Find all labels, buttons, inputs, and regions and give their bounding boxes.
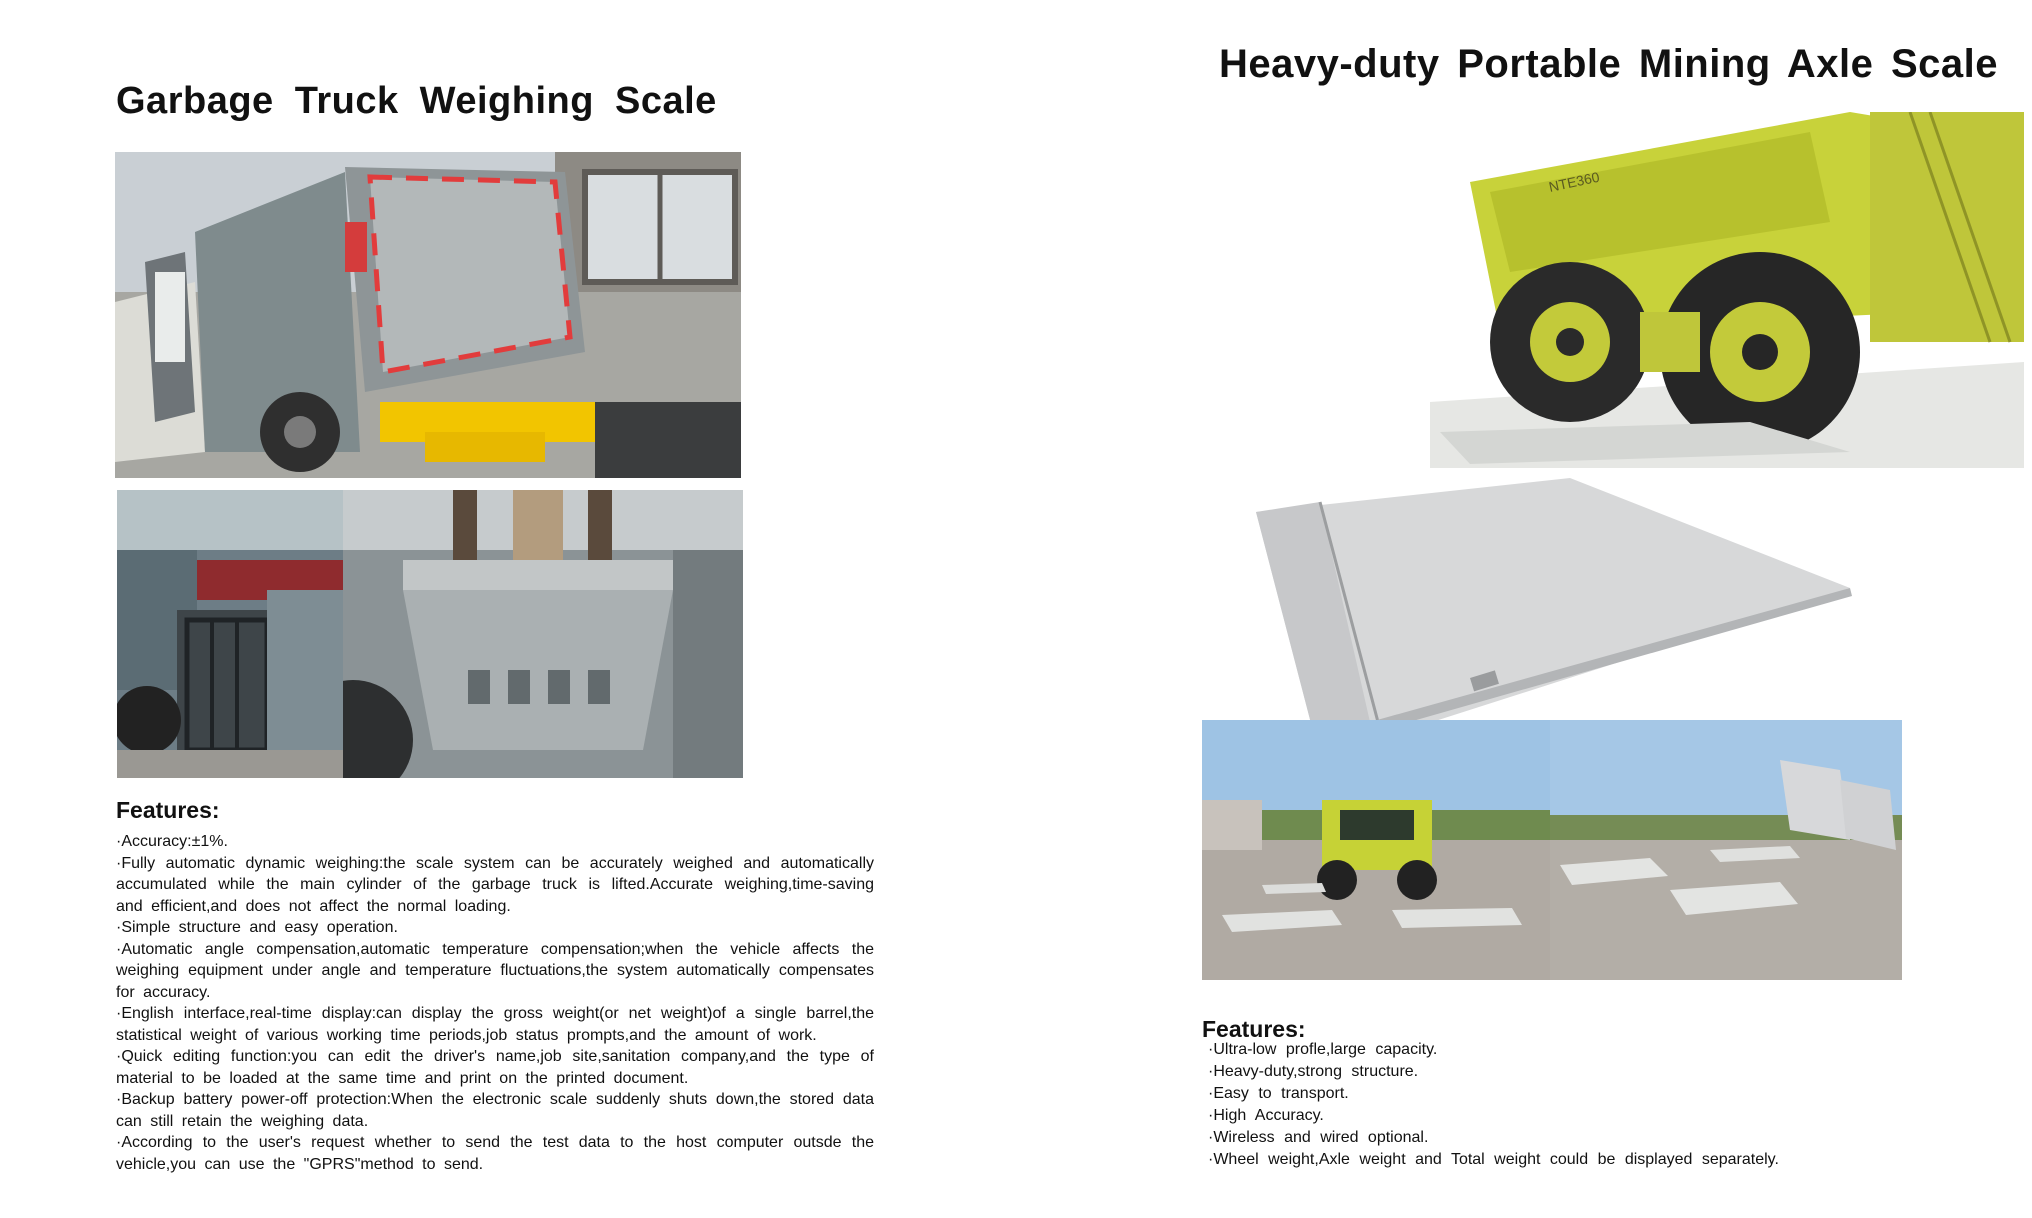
feature-item: ·Wireless and wired optional. bbox=[1208, 1129, 1429, 1146]
feature-item: ·High Accuracy. bbox=[1208, 1107, 1324, 1124]
feature-item: ·Fully automatic dynamic weighing:the scale system can be accurately weighed and automatically accumulated while the main cylinder of the garbage truck is lifted.Accurate weighing,time-saving and efficient,and does not affect the normal loading. bbox=[116, 854, 874, 915]
garbage-truck-side-bin-lift-photo bbox=[117, 490, 343, 778]
truck-approaching-pads-photo bbox=[1202, 720, 1550, 980]
right-page-title: Heavy-duty Portable Mining Axle Scale bbox=[1218, 42, 1998, 86]
right-features-heading: Features: bbox=[1202, 1016, 1306, 1042]
feature-item: ·Heavy-duty,strong structure. bbox=[1208, 1063, 1419, 1080]
feature-item: ·Ultra-low profle,large capacity. bbox=[1208, 1041, 1438, 1058]
right-features-list bbox=[1208, 1039, 1848, 1171]
truck-marking: NTE360 bbox=[1547, 168, 1601, 195]
feature-item: ·Quick editing function:you can edit the driver's name,job site,sanitation company,and the type of material to be loaded at the same time and print on the printed document. bbox=[116, 1048, 874, 1087]
feature-item: ·According to the user's request whether to send the test data to the host computer outsde the vehicle,you can use the "GPRS"method to send. bbox=[116, 1134, 874, 1173]
feature-item: ·Backup battery power-off protection:When the electronic scale suddenly shuts down,the stored data can still retain the weighing data. bbox=[116, 1091, 874, 1130]
left-features-list bbox=[116, 831, 874, 1175]
garbage-truck-lift-mechanism-photo bbox=[343, 490, 743, 778]
garbage-truck-rear-photo bbox=[115, 152, 741, 478]
portable-axle-scale-pad-photo bbox=[1250, 470, 1860, 760]
feature-item: ·Easy to transport. bbox=[1208, 1085, 1349, 1102]
pads-on-yard-photo bbox=[1550, 720, 1902, 980]
left-features-heading: Features: bbox=[116, 797, 220, 823]
left-page-title: Garbage Truck Weighing Scale bbox=[116, 80, 717, 122]
feature-item: ·Automatic angle compensation,automatic temperature compensation;when the vehicle affects the weighing equipment under angle and temperature fluctuations,the system automatically compensates for accuracy. bbox=[116, 940, 874, 1001]
mining-dump-truck-on-pads-photo bbox=[1430, 112, 2024, 468]
feature-item: ·English interface,real-time display:can display the gross weight(or net weight)of a single barrel,the statistical weight of various working time periods,job status prompts,and the amount of work. bbox=[116, 1005, 874, 1044]
feature-item: ·Accuracy:±1%. bbox=[116, 833, 228, 850]
feature-item: ·Wheel weight,Axle weight and Total weight could be displayed separately. bbox=[1208, 1151, 1779, 1168]
feature-item: ·Simple structure and easy operation. bbox=[116, 919, 398, 936]
